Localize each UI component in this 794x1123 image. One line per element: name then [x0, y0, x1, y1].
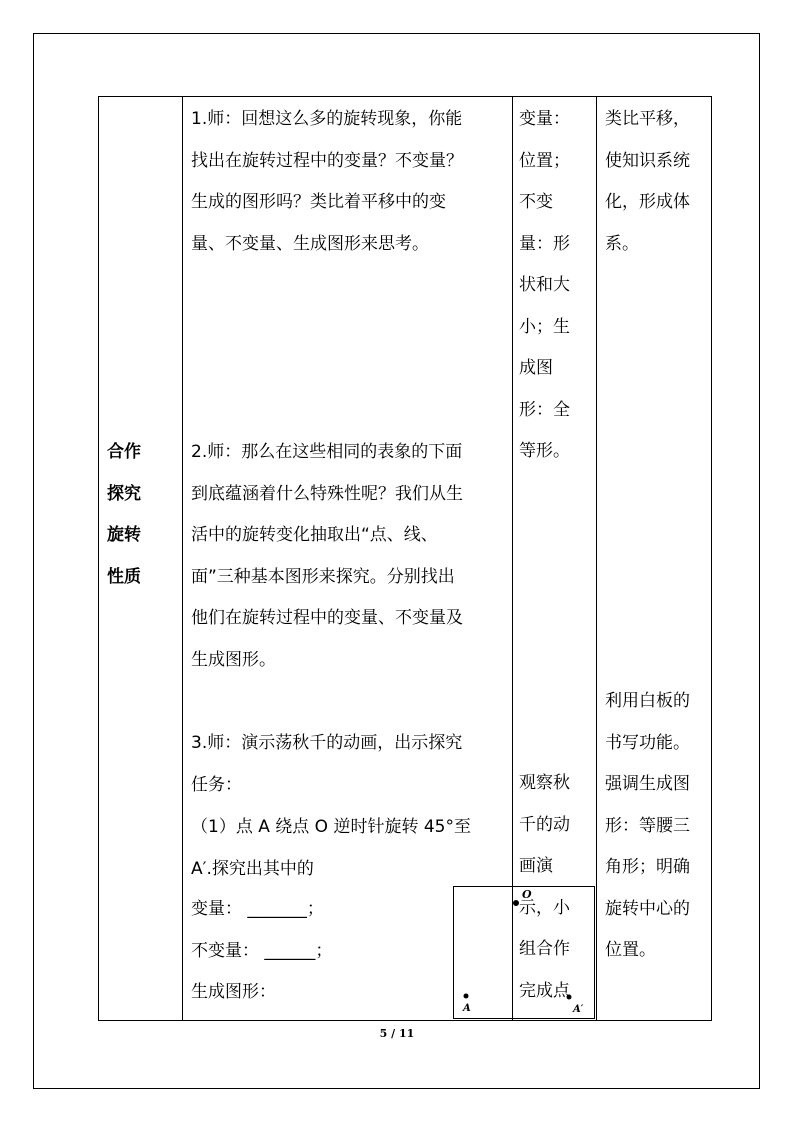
student-activity-cell	[513, 97, 597, 1021]
text-line: 千的动	[519, 814, 570, 835]
section-label	[107, 432, 167, 598]
text-line: 示，小	[519, 897, 570, 918]
intent-2	[605, 681, 709, 972]
text-line: 量：形	[519, 233, 570, 254]
text-line: 位置。	[605, 940, 656, 960]
text-line: 到底蕴涵着什么特殊性呢？我们从生	[191, 483, 463, 504]
student-answer-1	[519, 99, 591, 473]
text-line: 他们在旋转过程中的变量、不变量及	[191, 608, 463, 628]
blank-generated-shape: 生成图形：	[191, 982, 276, 1002]
text-line: 成图	[519, 358, 553, 378]
student-answer-2	[519, 763, 591, 1012]
text-line: 强调生成图	[605, 774, 690, 794]
label-o: O	[522, 888, 532, 901]
teacher-step-1	[191, 99, 507, 265]
text-line: 角形；明确	[605, 857, 690, 877]
fill-in-blanks	[191, 889, 371, 1014]
blank-variable: 变量： _______；	[191, 899, 324, 919]
text-line: 画演	[519, 856, 553, 876]
text-line: （1）点 A 绕点 O 逆时针旋转 45°至	[191, 817, 471, 837]
page-number: 5 / 11	[379, 1027, 415, 1040]
text-line: 使知识系统	[605, 150, 690, 171]
text-line: 生成的图形吗？类比着平移中的变	[191, 192, 446, 212]
blank-invariant: 不变量： ______；	[191, 940, 333, 961]
text-line: 旋转中心的	[605, 898, 690, 919]
text-line: 找出在旋转过程中的变量？不变量？	[191, 150, 463, 171]
text-line: 任务：	[191, 774, 242, 795]
text-line: 生成图形。	[191, 649, 276, 670]
task-1	[191, 807, 491, 890]
text-line: 观察秋	[519, 773, 570, 793]
intent-1	[605, 99, 709, 265]
text-line: 小；生	[519, 316, 570, 337]
label-a: A	[463, 1003, 471, 1014]
design-intent-cell	[597, 97, 712, 1021]
text-line: 完成点	[519, 980, 570, 1001]
text-line: 状和大	[519, 275, 570, 295]
text-line: 1.师：回想这么多的旋转现象，你能	[191, 109, 463, 129]
label-a-prime: A′	[573, 1004, 584, 1015]
lesson-table	[98, 96, 712, 1021]
text-line: 2.师：那么在这些相同的表象的下面	[191, 442, 463, 462]
text-line: 组合作	[519, 939, 570, 959]
text-line: 化，形成体	[605, 192, 690, 212]
text-line: 活中的旋转变化抽取出“点、线、	[191, 525, 438, 545]
text-line: 系。	[605, 233, 639, 254]
text-line: 量、不变量、生成图形来思考。	[191, 233, 429, 254]
text-line: 变量：	[519, 109, 570, 129]
text-line: 形：等腰三	[605, 815, 690, 836]
teacher-step-3	[191, 723, 507, 806]
teacher-step-2	[191, 432, 507, 681]
table-row	[99, 97, 712, 1021]
section-cell	[99, 97, 183, 1021]
text-line: 面”三种基本图形来探究。分别找出	[191, 566, 455, 587]
section-line: 性质	[107, 566, 141, 587]
text-line: 形：全	[519, 399, 570, 420]
text-line: 不变	[519, 192, 553, 212]
section-line: 探究	[107, 483, 141, 504]
section-line: 旋转	[107, 525, 141, 545]
text-line: 3.师：演示荡秋千的动画，出示探究	[191, 733, 463, 753]
text-line: 位置；	[519, 150, 570, 171]
text-line: 书写功能。	[605, 732, 690, 753]
point-a	[464, 994, 469, 999]
text-line: 利用白板的	[605, 691, 690, 711]
text-line: 类比平移，	[605, 109, 690, 129]
text-line: 等形。	[519, 441, 570, 461]
section-line: 合作	[107, 442, 141, 462]
text-line: A′.探究出其中的	[191, 858, 314, 879]
